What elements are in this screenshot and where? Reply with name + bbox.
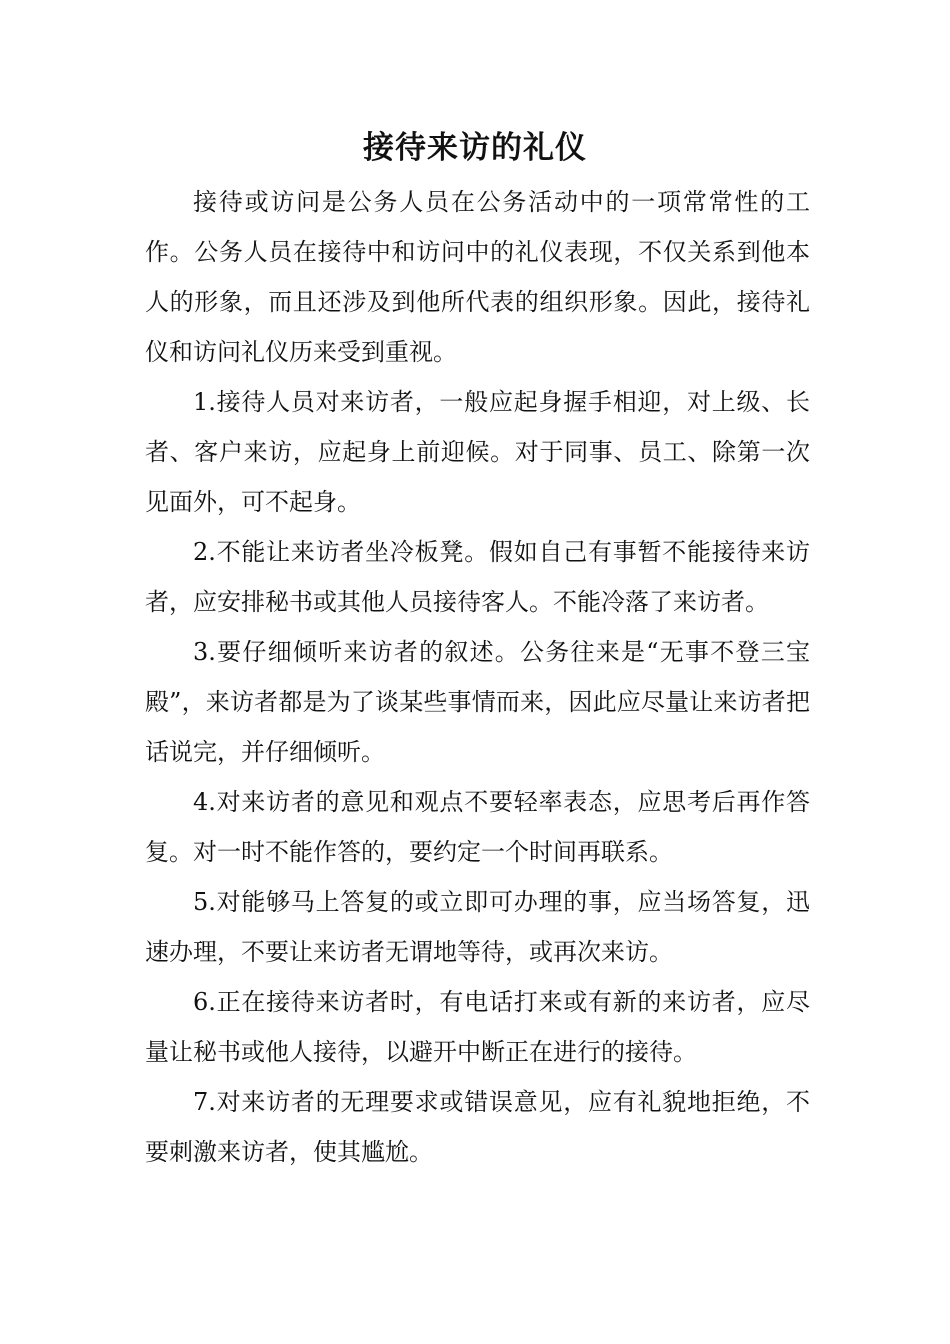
paragraph-item-7: 7.对来访者的无理要求或错误意见，应有礼貌地拒绝，不要刺激来访者，使其尴尬。 (145, 1088, 810, 1166)
paragraph-item-5: 5.对能够马上答复的或立即可办理的事，应当场答复，迅速办理，不要让来访者无谓地等待，或再次来访。 (145, 888, 810, 966)
paragraph-item-4: 4.对来访者的意见和观点不要轻率表态，应思考后再作答复。对一时不能作答的，要约定一个时间再联系。 (145, 788, 810, 866)
document-title: 接待来访的礼仪 (363, 130, 587, 166)
paragraph-item-6: 6.正在接待来访者时，有电话打来或有新的来访者，应尽量让秘书或他人接待，以避开中断正在进行的接待。 (145, 988, 810, 1066)
paragraph-item-3: 3.要仔细倾听来访者的叙述。公务往来是“无事不登三宝殿”，来访者都是为了谈某些事情而来，因此应尽量让来访者把话说完，并仔细倾听。 (145, 638, 810, 766)
document-body (145, 177, 810, 1177)
paragraph-item-1: 1.接待人员对来访者，一般应起身握手相迎，对上级、长者、客户来访，应起身上前迎候。对于同事、员工、除第一次见面外，可不起身。 (145, 388, 810, 516)
paragraph-intro: 接待或访问是公务人员在公务活动中的一项常常性的工作。公务人员在接待中和访问中的礼仪表现，不仅关系到他本人的形象，而且还涉及到他所代表的组织形象。因此，接待礼仪和访问礼仪历来受到重视。 (145, 188, 810, 366)
paragraph-item-2: 2.不能让来访者坐冷板凳。假如自己有事暂不能接待来访者，应安排秘书或其他人员接待客人。不能冷落了来访者。 (145, 538, 810, 616)
